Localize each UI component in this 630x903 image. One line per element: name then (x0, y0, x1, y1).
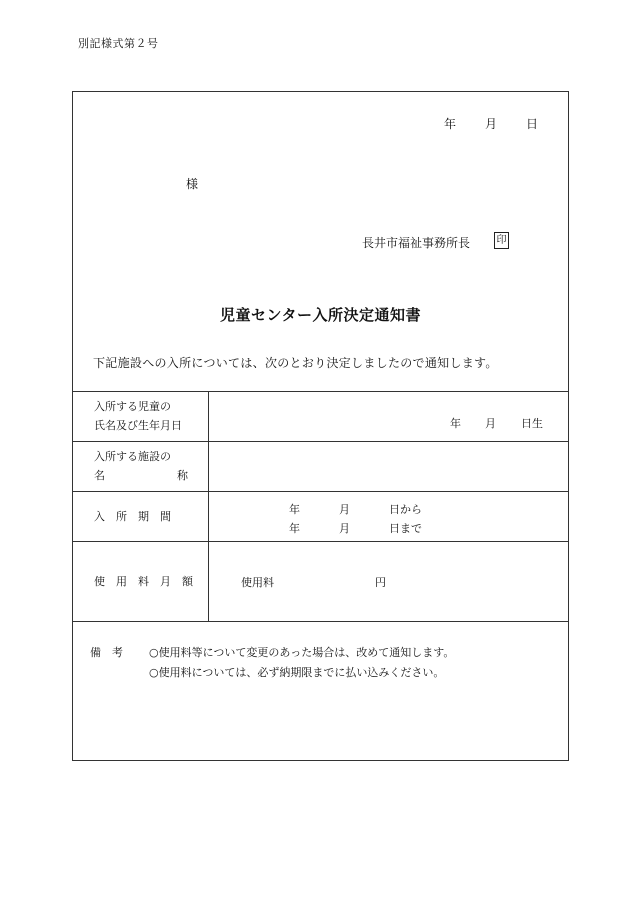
notice-form (72, 91, 569, 761)
issue-date-year: 年 (444, 117, 457, 131)
row-divider (73, 441, 568, 442)
addressee-suffix: 様 (186, 177, 199, 191)
period-to-month: 月 (339, 522, 350, 535)
birth-year: 年 (450, 417, 461, 430)
form-number: 別記様式第２号 (78, 37, 159, 50)
remarks-line2: ○使用料については、必ず納期限までに払い込みください。 (149, 666, 445, 679)
row-divider (73, 621, 568, 622)
table-top-border (73, 391, 568, 392)
seal-mark: 印 (494, 232, 509, 249)
fee-unit: 円 (375, 576, 386, 589)
facility-label-line1: 入所する施設の (94, 450, 171, 463)
period-from-day: 日から (389, 503, 422, 516)
row-divider (73, 491, 568, 492)
facility-label-title: 称 (177, 469, 188, 482)
child-label-line2: 氏名及び生年月日 (94, 419, 182, 432)
period-from-month: 月 (339, 503, 350, 516)
period-to-year: 年 (289, 522, 300, 535)
remarks-label: 備 考 (90, 646, 123, 659)
issue-date-month: 月 (485, 117, 498, 131)
period-to-day: 日まで (389, 522, 422, 535)
fee-value-label: 使用料 (241, 576, 274, 589)
row-divider (73, 541, 568, 542)
issue-date-day: 日 (526, 117, 539, 131)
remarks-line1: ○使用料等について変更のあった場合は、改めて通知します。 (149, 646, 455, 659)
facility-label-name: 名 (94, 469, 105, 482)
document-title: 児童センター入所決定通知書 (220, 306, 421, 324)
birth-month: 月 (485, 417, 496, 430)
child-label-line1: 入所する児童の (94, 400, 171, 413)
label-column-divider (208, 391, 209, 621)
issuer-name: 長井市福祉事務所長 (362, 236, 471, 250)
period-from-year: 年 (289, 503, 300, 516)
fee-label: 使 用 料 月 額 (94, 575, 193, 588)
birth-day: 日生 (521, 417, 543, 430)
period-label: 入 所 期 間 (94, 510, 171, 523)
intro-text: 下記施設への入所については、次のとおり決定しましたので通知します。 (93, 356, 498, 370)
